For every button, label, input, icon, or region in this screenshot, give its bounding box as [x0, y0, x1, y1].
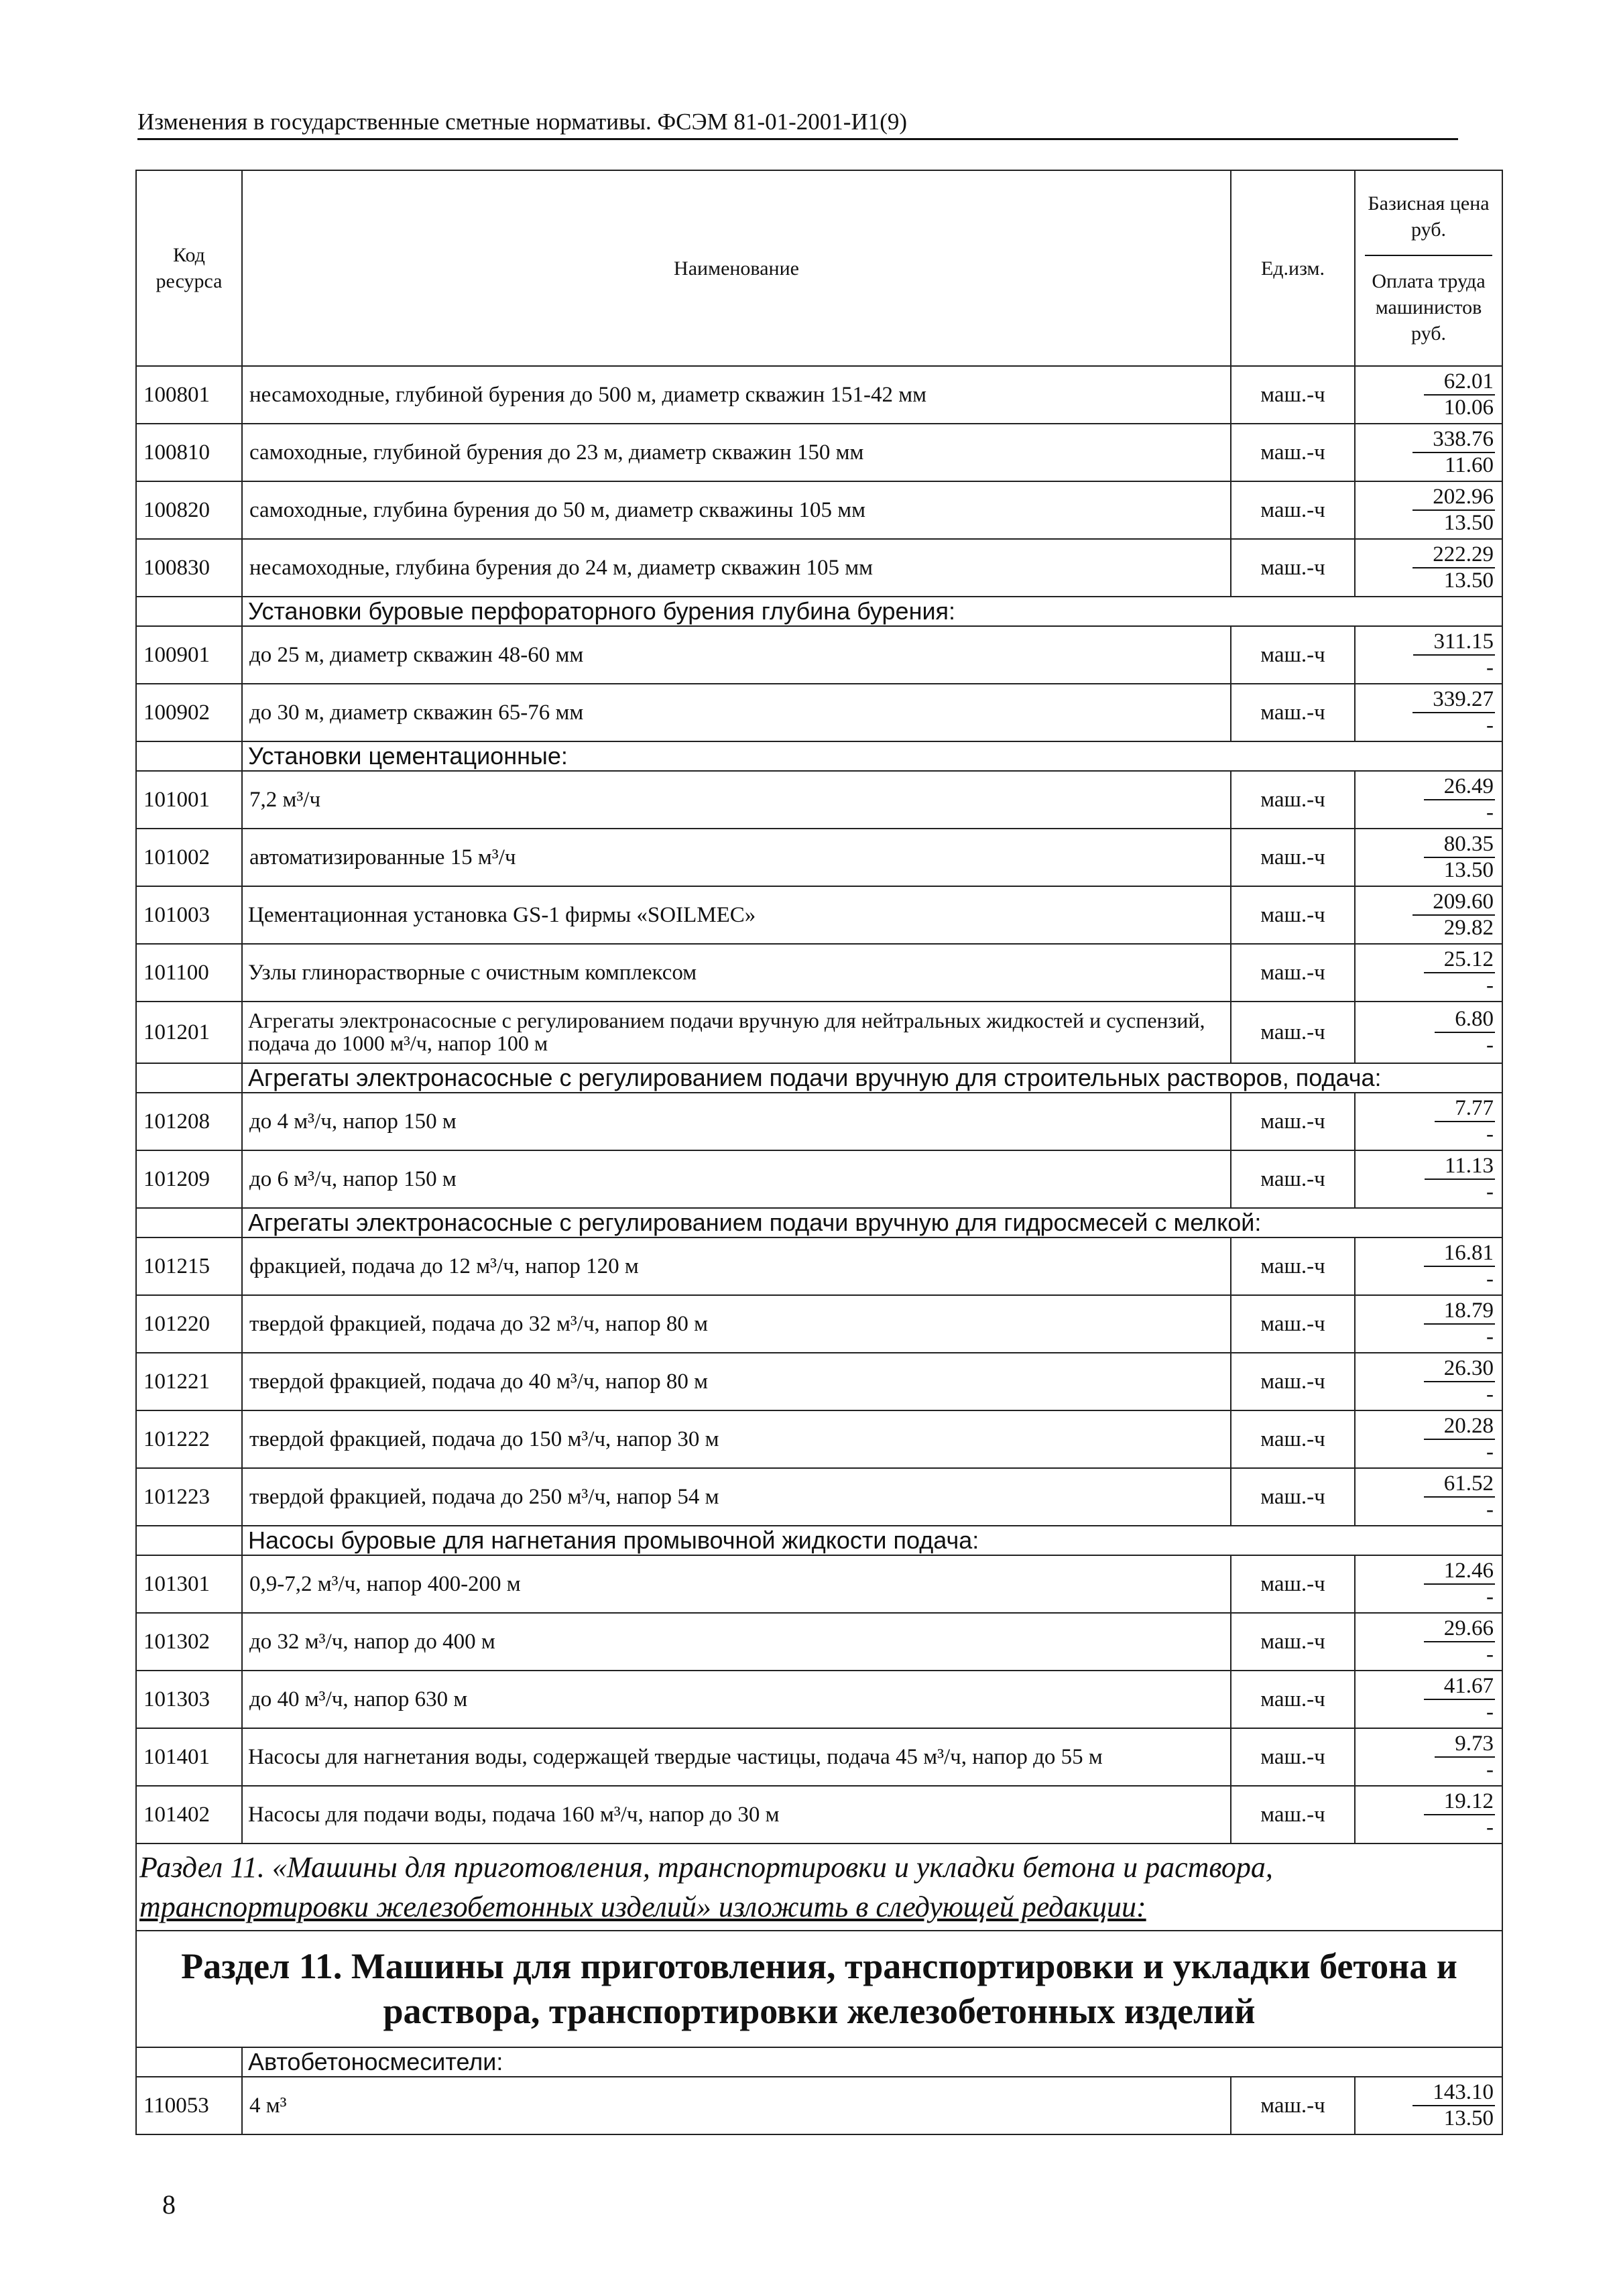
unit: маш.-ч	[1231, 1555, 1355, 1613]
base-price: 41.67	[1424, 1675, 1495, 1700]
col-code-header: Код ресурса	[136, 170, 242, 366]
resource-code: 101209	[136, 1150, 242, 1208]
operator-wage: -	[1486, 1325, 1494, 1349]
resource-code: 101220	[136, 1295, 242, 1353]
unit: маш.-ч	[1231, 1671, 1355, 1728]
operator-wage: -	[1486, 656, 1494, 680]
base-price: 61.52	[1424, 1473, 1495, 1498]
table-row	[136, 366, 1502, 424]
price-cell	[1355, 771, 1502, 829]
section-title-row	[136, 1931, 1502, 2047]
table-row	[136, 1613, 1502, 1671]
unit: маш.-ч	[1231, 771, 1355, 829]
price-cell	[1355, 944, 1502, 1002]
resource-name: несамоходные, глубина бурения до 24 м, диаметр скважин 105 мм	[242, 539, 1231, 597]
resource-name: до 30 м, диаметр скважин 65-76 мм	[242, 684, 1231, 741]
page-header: Изменения в государственные сметные нормативы. ФСЭМ 81-01-2001-И1(9)	[137, 109, 1458, 140]
resource-name: Насосы для подачи воды, подача 160 м³/ч, напор до 30 м	[242, 1786, 1231, 1844]
group-spacer	[136, 741, 242, 771]
edit-note	[136, 1844, 1502, 1931]
unit: маш.-ч	[1231, 626, 1355, 684]
price-header-top: Базисная цена руб.	[1368, 192, 1490, 241]
base-price: 338.76	[1412, 428, 1495, 453]
group-row	[136, 1208, 1502, 1237]
resource-name: до 4 м³/ч, напор 150 м	[242, 1093, 1231, 1150]
base-price: 12.46	[1424, 1560, 1495, 1585]
base-price: 26.49	[1424, 776, 1495, 800]
operator-wage: 29.82	[1443, 916, 1494, 940]
table-row	[136, 1150, 1502, 1208]
group-row	[136, 1063, 1502, 1093]
table-row	[136, 829, 1502, 886]
operator-wage: 13.50	[1443, 568, 1494, 593]
price-cell	[1355, 2077, 1502, 2134]
price-cell	[1355, 1150, 1502, 1208]
table-row	[136, 539, 1502, 597]
table-row	[136, 1353, 1502, 1410]
resource-name: Цементационная установка GS-1 фирмы «SOILMEC»	[242, 886, 1231, 944]
resource-code: 100830	[136, 539, 242, 597]
group-title: Агрегаты электронасосные с регулированием подачи вручную для строительных растворов, подача:	[242, 1063, 1502, 1093]
unit: маш.-ч	[1231, 886, 1355, 944]
table-row	[136, 1002, 1502, 1063]
unit: маш.-ч	[1231, 944, 1355, 1002]
resource-name: 0,9-7,2 м³/ч, напор 400-200 м	[242, 1555, 1231, 1613]
group-title: Установки цементационные:	[242, 741, 1502, 771]
price-header-bottom: Оплата труда машинистов руб.	[1372, 269, 1486, 345]
operator-wage: -	[1486, 1700, 1494, 1724]
price-cell	[1355, 626, 1502, 684]
resource-code: 101223	[136, 1468, 242, 1526]
resource-code: 101301	[136, 1555, 242, 1613]
price-cell	[1355, 1613, 1502, 1671]
operator-wage: 13.50	[1443, 2106, 1494, 2130]
price-cell	[1355, 481, 1502, 539]
price-cell	[1355, 1295, 1502, 1353]
price-cell	[1355, 1671, 1502, 1728]
resource-name: Насосы для нагнетания воды, содержащей твердые частицы, подача 45 м³/ч, напор до 55 м	[242, 1728, 1231, 1786]
resource-code: 101215	[136, 1237, 242, 1295]
table-row	[136, 2077, 1502, 2134]
base-price: 222.29	[1412, 544, 1495, 568]
section-title: Раздел 11. Машины для приготовления, транспортировки и укладки бетона и раствора, транспортировки железобетонных изделий	[136, 1931, 1502, 2047]
group-spacer	[136, 597, 242, 626]
resource-code: 100801	[136, 366, 242, 424]
base-price: 11.13	[1425, 1155, 1495, 1180]
edit-note-text	[136, 1844, 1502, 1931]
resource-code: 101003	[136, 886, 242, 944]
group-title: Автобетоносмесители:	[242, 2047, 1502, 2077]
operator-wage: -	[1486, 1382, 1494, 1406]
unit: маш.-ч	[1231, 366, 1355, 424]
unit: маш.-ч	[1231, 1353, 1355, 1410]
unit: маш.-ч	[1231, 1150, 1355, 1208]
resource-code: 101402	[136, 1786, 242, 1844]
price-cell	[1355, 1555, 1502, 1613]
resource-name: автоматизированные 15 м³/ч	[242, 829, 1231, 886]
base-price: 80.35	[1424, 833, 1495, 858]
base-price: 18.79	[1424, 1300, 1495, 1325]
base-price: 16.81	[1424, 1242, 1495, 1267]
col-unit-header: Ед.изм.	[1231, 170, 1355, 366]
table-row	[136, 1295, 1502, 1353]
group-spacer	[136, 1063, 242, 1093]
table-row	[136, 886, 1502, 944]
table-row	[136, 1093, 1502, 1150]
price-cell	[1355, 424, 1502, 481]
resource-name: до 32 м³/ч, напор до 400 м	[242, 1613, 1231, 1671]
price-cell	[1355, 1728, 1502, 1786]
operator-wage: 13.50	[1443, 858, 1494, 882]
col-price-header	[1355, 170, 1502, 366]
base-price: 25.12	[1424, 949, 1495, 973]
unit: маш.-ч	[1231, 2077, 1355, 2134]
price-cell	[1355, 886, 1502, 944]
resource-name: твердой фракцией, подача до 150 м³/ч, напор 30 м	[242, 1410, 1231, 1468]
resource-name-text: Агрегаты электронасосные с регулированием подачи вручную для нейтральных жидкостей и суспензий, подача до 1000 м³/ч, напор 100 м	[248, 1008, 1205, 1055]
base-price: 20.28	[1424, 1415, 1495, 1440]
operator-wage: -	[1486, 1585, 1494, 1609]
price-cell	[1355, 366, 1502, 424]
unit: маш.-ч	[1231, 1728, 1355, 1786]
table-row	[136, 1237, 1502, 1295]
price-cell	[1355, 1353, 1502, 1410]
resource-name: фракцией, подача до 12 м³/ч, напор 120 м	[242, 1237, 1231, 1295]
resource-name: 4 м³	[242, 2077, 1231, 2134]
unit: маш.-ч	[1231, 539, 1355, 597]
table-row	[136, 1468, 1502, 1526]
resource-code: 101401	[136, 1728, 242, 1786]
group-spacer	[136, 2047, 242, 2077]
operator-wage: -	[1486, 1122, 1494, 1146]
operator-wage: -	[1486, 1180, 1494, 1204]
resource-code: 101303	[136, 1671, 242, 1728]
unit: маш.-ч	[1231, 1410, 1355, 1468]
col-name-header: Наименование	[242, 170, 1231, 366]
table-row	[136, 1728, 1502, 1786]
resource-code: 100810	[136, 424, 242, 481]
resource-code: 101222	[136, 1410, 242, 1468]
table-row	[136, 1555, 1502, 1613]
base-price: 209.60	[1412, 891, 1495, 916]
table-row	[136, 1671, 1502, 1728]
price-cell	[1355, 539, 1502, 597]
unit: маш.-ч	[1231, 1093, 1355, 1150]
unit: маш.-ч	[1231, 1237, 1355, 1295]
resource-name: 7,2 м³/ч	[242, 771, 1231, 829]
resource-name: твердой фракцией, подача до 32 м³/ч, напор 80 м	[242, 1295, 1231, 1353]
edit-note-line2: транспортировки железобетонных изделий» изложить в следующей редакции:	[139, 1890, 1146, 1923]
resource-name: самоходные, глубиной бурения до 23 м, диаметр скважин 150 мм	[242, 424, 1231, 481]
group-title: Установки буровые перфораторного бурения глубина бурения:	[242, 597, 1502, 626]
operator-wage: -	[1486, 1033, 1494, 1057]
unit: маш.-ч	[1231, 424, 1355, 481]
resource-name: несамоходные, глубиной бурения до 500 м, диаметр скважин 151-42 мм	[242, 366, 1231, 424]
price-cell	[1355, 829, 1502, 886]
base-price: 19.12	[1424, 1791, 1495, 1815]
operator-wage: -	[1486, 1758, 1494, 1782]
price-cell	[1355, 1093, 1502, 1150]
resource-name: самоходные, глубина бурения до 50 м, диаметр скважины 105 мм	[242, 481, 1231, 539]
operator-wage: -	[1486, 973, 1494, 998]
unit: маш.-ч	[1231, 1613, 1355, 1671]
base-price: 339.27	[1412, 688, 1495, 713]
group-spacer	[136, 1526, 242, 1555]
unit: маш.-ч	[1231, 1786, 1355, 1844]
group-spacer	[136, 1208, 242, 1237]
resource-name	[242, 1002, 1231, 1063]
operator-wage: 11.60	[1444, 453, 1494, 477]
group-row	[136, 2047, 1502, 2077]
edit-note-line1: Раздел 11. «Машины для приготовления, транспортировки и укладки бетона и раствора,	[139, 1850, 1273, 1884]
price-cell	[1355, 1237, 1502, 1295]
price-cell	[1355, 1002, 1502, 1063]
table-row	[136, 424, 1502, 481]
resource-code: 101001	[136, 771, 242, 829]
unit: маш.-ч	[1231, 684, 1355, 741]
table-row	[136, 684, 1502, 741]
operator-wage: -	[1486, 713, 1494, 737]
operator-wage: 13.50	[1443, 511, 1494, 535]
resource-name: Узлы глинорастворные с очистным комплексом	[242, 944, 1231, 1002]
price-cell	[1355, 1410, 1502, 1468]
base-price: 311.15	[1413, 631, 1495, 656]
operator-wage: -	[1486, 1815, 1494, 1839]
operator-wage: 10.06	[1443, 396, 1494, 420]
operator-wage: -	[1486, 1267, 1494, 1291]
resource-table	[135, 170, 1503, 2135]
table-row	[136, 944, 1502, 1002]
table-header	[136, 170, 1502, 366]
resource-code: 101208	[136, 1093, 242, 1150]
operator-wage: -	[1486, 1642, 1494, 1667]
resource-name: до 6 м³/ч, напор 150 м	[242, 1150, 1231, 1208]
resource-code: 100901	[136, 626, 242, 684]
resource-name: до 40 м³/ч, напор 630 м	[242, 1671, 1231, 1728]
base-price: 9.73	[1435, 1733, 1495, 1758]
base-price: 62.01	[1424, 371, 1495, 396]
base-price: 29.66	[1424, 1618, 1495, 1642]
table-row	[136, 1786, 1502, 1844]
operator-wage: -	[1486, 1498, 1494, 1522]
unit: маш.-ч	[1231, 1002, 1355, 1063]
base-price: 143.10	[1412, 2081, 1495, 2106]
resource-code: 101201	[136, 1002, 242, 1063]
base-price: 7.77	[1435, 1097, 1495, 1122]
resource-name: твердой фракцией, подача до 250 м³/ч, напор 54 м	[242, 1468, 1231, 1526]
price-cell	[1355, 1786, 1502, 1844]
unit: маш.-ч	[1231, 829, 1355, 886]
group-title: Насосы буровые для нагнетания промывочной жидкости подача:	[242, 1526, 1502, 1555]
table-row	[136, 771, 1502, 829]
operator-wage: -	[1486, 1440, 1494, 1464]
resource-name: до 25 м, диаметр скважин 48-60 мм	[242, 626, 1231, 684]
resource-code: 101221	[136, 1353, 242, 1410]
table-row	[136, 481, 1502, 539]
base-price: 26.30	[1424, 1357, 1495, 1382]
resource-code: 101100	[136, 944, 242, 1002]
base-price: 202.96	[1412, 486, 1495, 511]
resource-code: 101302	[136, 1613, 242, 1671]
unit: маш.-ч	[1231, 481, 1355, 539]
table-row	[136, 626, 1502, 684]
resource-code: 101002	[136, 829, 242, 886]
resource-code: 110053	[136, 2077, 242, 2134]
group-row	[136, 597, 1502, 626]
group-title: Агрегаты электронасосные с регулированием подачи вручную для гидросмесей с мелкой:	[242, 1208, 1502, 1237]
group-row	[136, 1526, 1502, 1555]
unit: маш.-ч	[1231, 1468, 1355, 1526]
resource-code: 100820	[136, 481, 242, 539]
resource-code: 100902	[136, 684, 242, 741]
unit: маш.-ч	[1231, 1295, 1355, 1353]
price-cell	[1355, 1468, 1502, 1526]
operator-wage: -	[1486, 800, 1494, 825]
base-price: 6.80	[1435, 1008, 1495, 1033]
page-number: 8	[162, 2189, 176, 2220]
price-cell	[1355, 684, 1502, 741]
group-row	[136, 741, 1502, 771]
resource-name: твердой фракцией, подача до 40 м³/ч, напор 80 м	[242, 1353, 1231, 1410]
table-row	[136, 1410, 1502, 1468]
